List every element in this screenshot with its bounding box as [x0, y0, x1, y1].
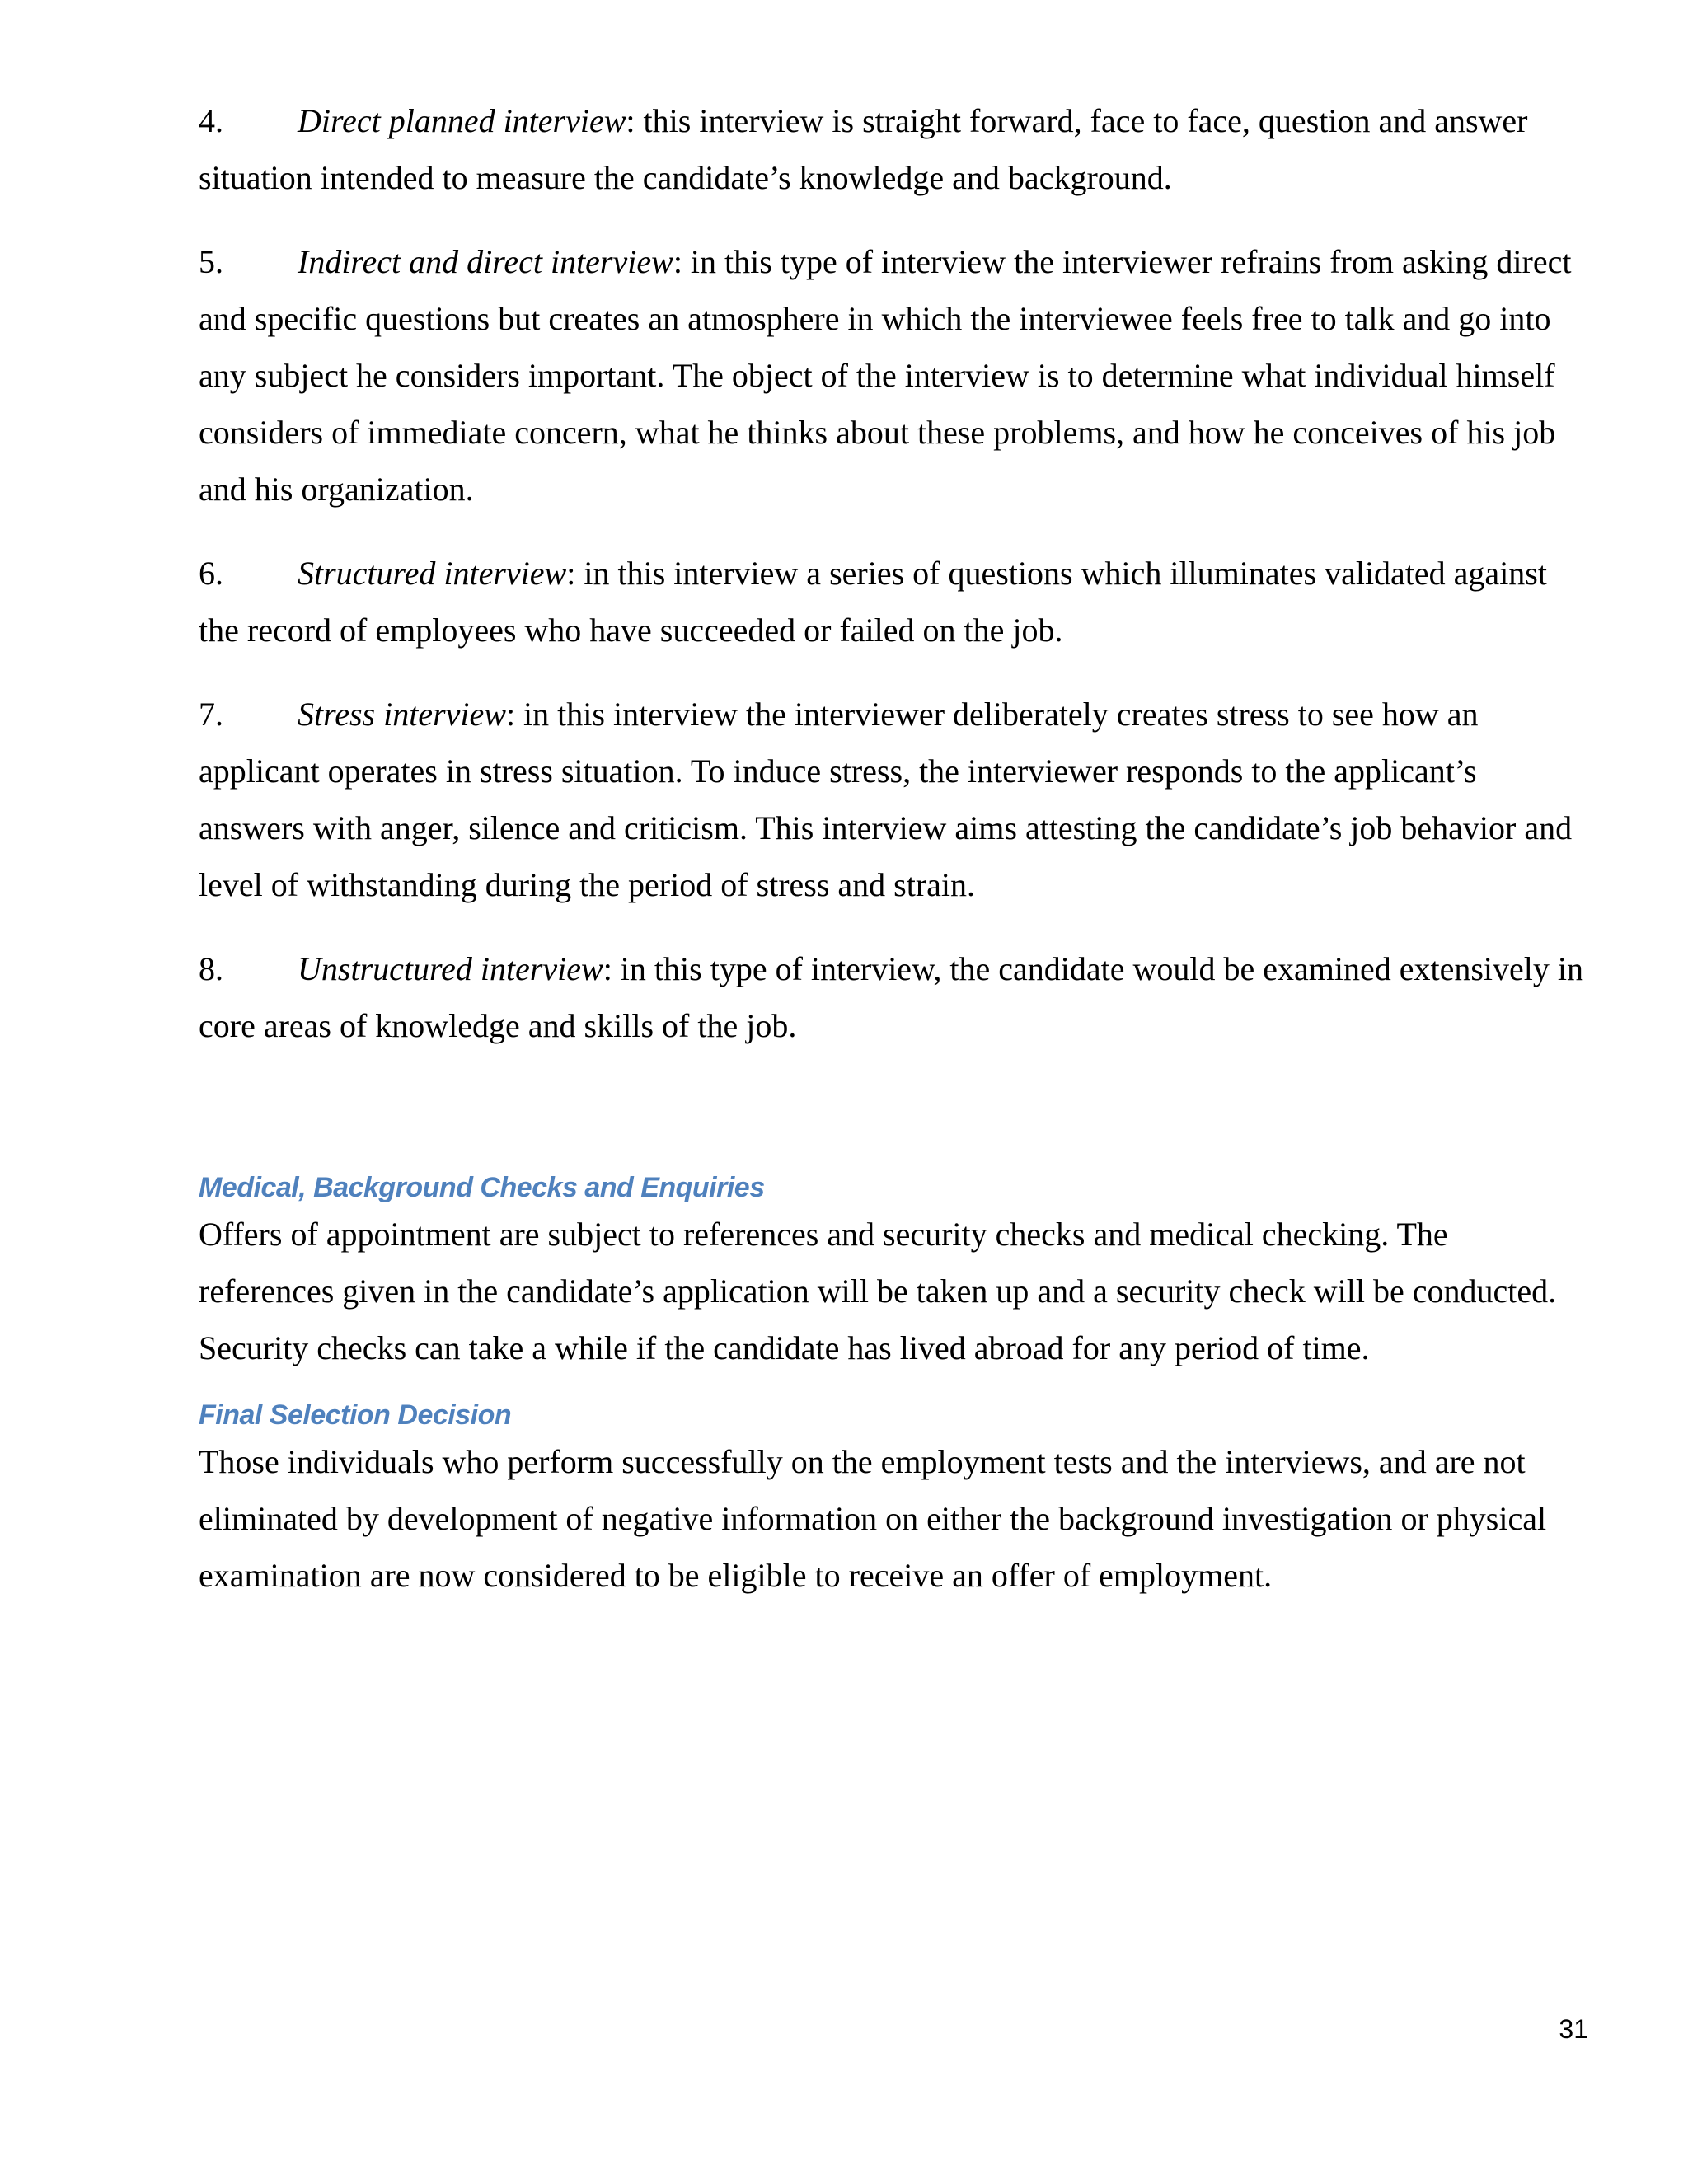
section-body-final-selection-decision: Those individuals who perform successfully on the employment tests and the interviews, and are not eliminated by development of negative information on either the background investigation or physical examination are now considered to be eligible to receive an offer of employment. [199, 1443, 1547, 1594]
list-item-text: : in this interview a series of questions which illuminates validated against the record of employees who have succeeded or failed on the job. [199, 555, 1547, 649]
list-item-number: 7. [199, 696, 223, 733]
list-item-term: Unstructured interview [298, 950, 603, 987]
list-item-unstructured-interview [199, 940, 1583, 1054]
list-item-number: 5. [199, 243, 223, 280]
list-item-text: : this interview is straight forward, face to face, question and answer situation intended to measure the candidate’s knowledge and background. [199, 102, 1528, 196]
list-item-term: Indirect and direct interview [298, 243, 673, 280]
list-item-number: 4. [199, 102, 223, 139]
list-item-direct-planned-interview [199, 92, 1583, 206]
list-item-term: Structured interview [298, 555, 567, 592]
list-item-text: : in this type of interview the interviewer refrains from asking direct and specific questions but creates an atmosphere in which the interviewee feels free to talk and go into any subject he considers important. The object of the interview is to determine what individual himself considers of immediate concern, what he thinks about these problems, and how he conceives of his job and his organization. [199, 243, 1572, 508]
list-item-structured-interview [199, 545, 1583, 658]
section-spacer [199, 1081, 1583, 1169]
list-item-number: 8. [199, 950, 223, 987]
section-heading-medical-background-checks: Medical, Background Checks and Enquiries [199, 1172, 765, 1203]
list-item-number: 6. [199, 555, 223, 592]
page-content [199, 92, 1583, 1624]
list-item-term: Direct planned interview [298, 102, 626, 139]
list-item-text: : in this interview the interviewer deliberately creates stress to see how an applicant operates in stress situation. To induce stress, the interviewer responds to the applicant’s answers with anger, silence and criticism. This interview aims attesting the candidate’s job behavior and level of withstanding during the period of stress and strain. [199, 696, 1573, 903]
list-item-stress-interview [199, 686, 1583, 913]
list-item-indirect-and-direct-interview [199, 233, 1583, 518]
list-item-text: : in this type of interview, the candidate would be examined extensively in core areas of knowledge and skills of the job. [199, 950, 1583, 1044]
page-number: 31 [1559, 2014, 1588, 2044]
section-heading-final-selection-decision: Final Selection Decision [199, 1399, 512, 1431]
section-body-medical-background-checks: Offers of appointment are subject to references and security checks and medical checking. The references given in the candidate’s application will be taken up and a security check will be conducted. Security checks can take a while if the candidate has lived abroad for any period of time. [199, 1216, 1557, 1366]
list-item-term: Stress interview [298, 696, 506, 733]
